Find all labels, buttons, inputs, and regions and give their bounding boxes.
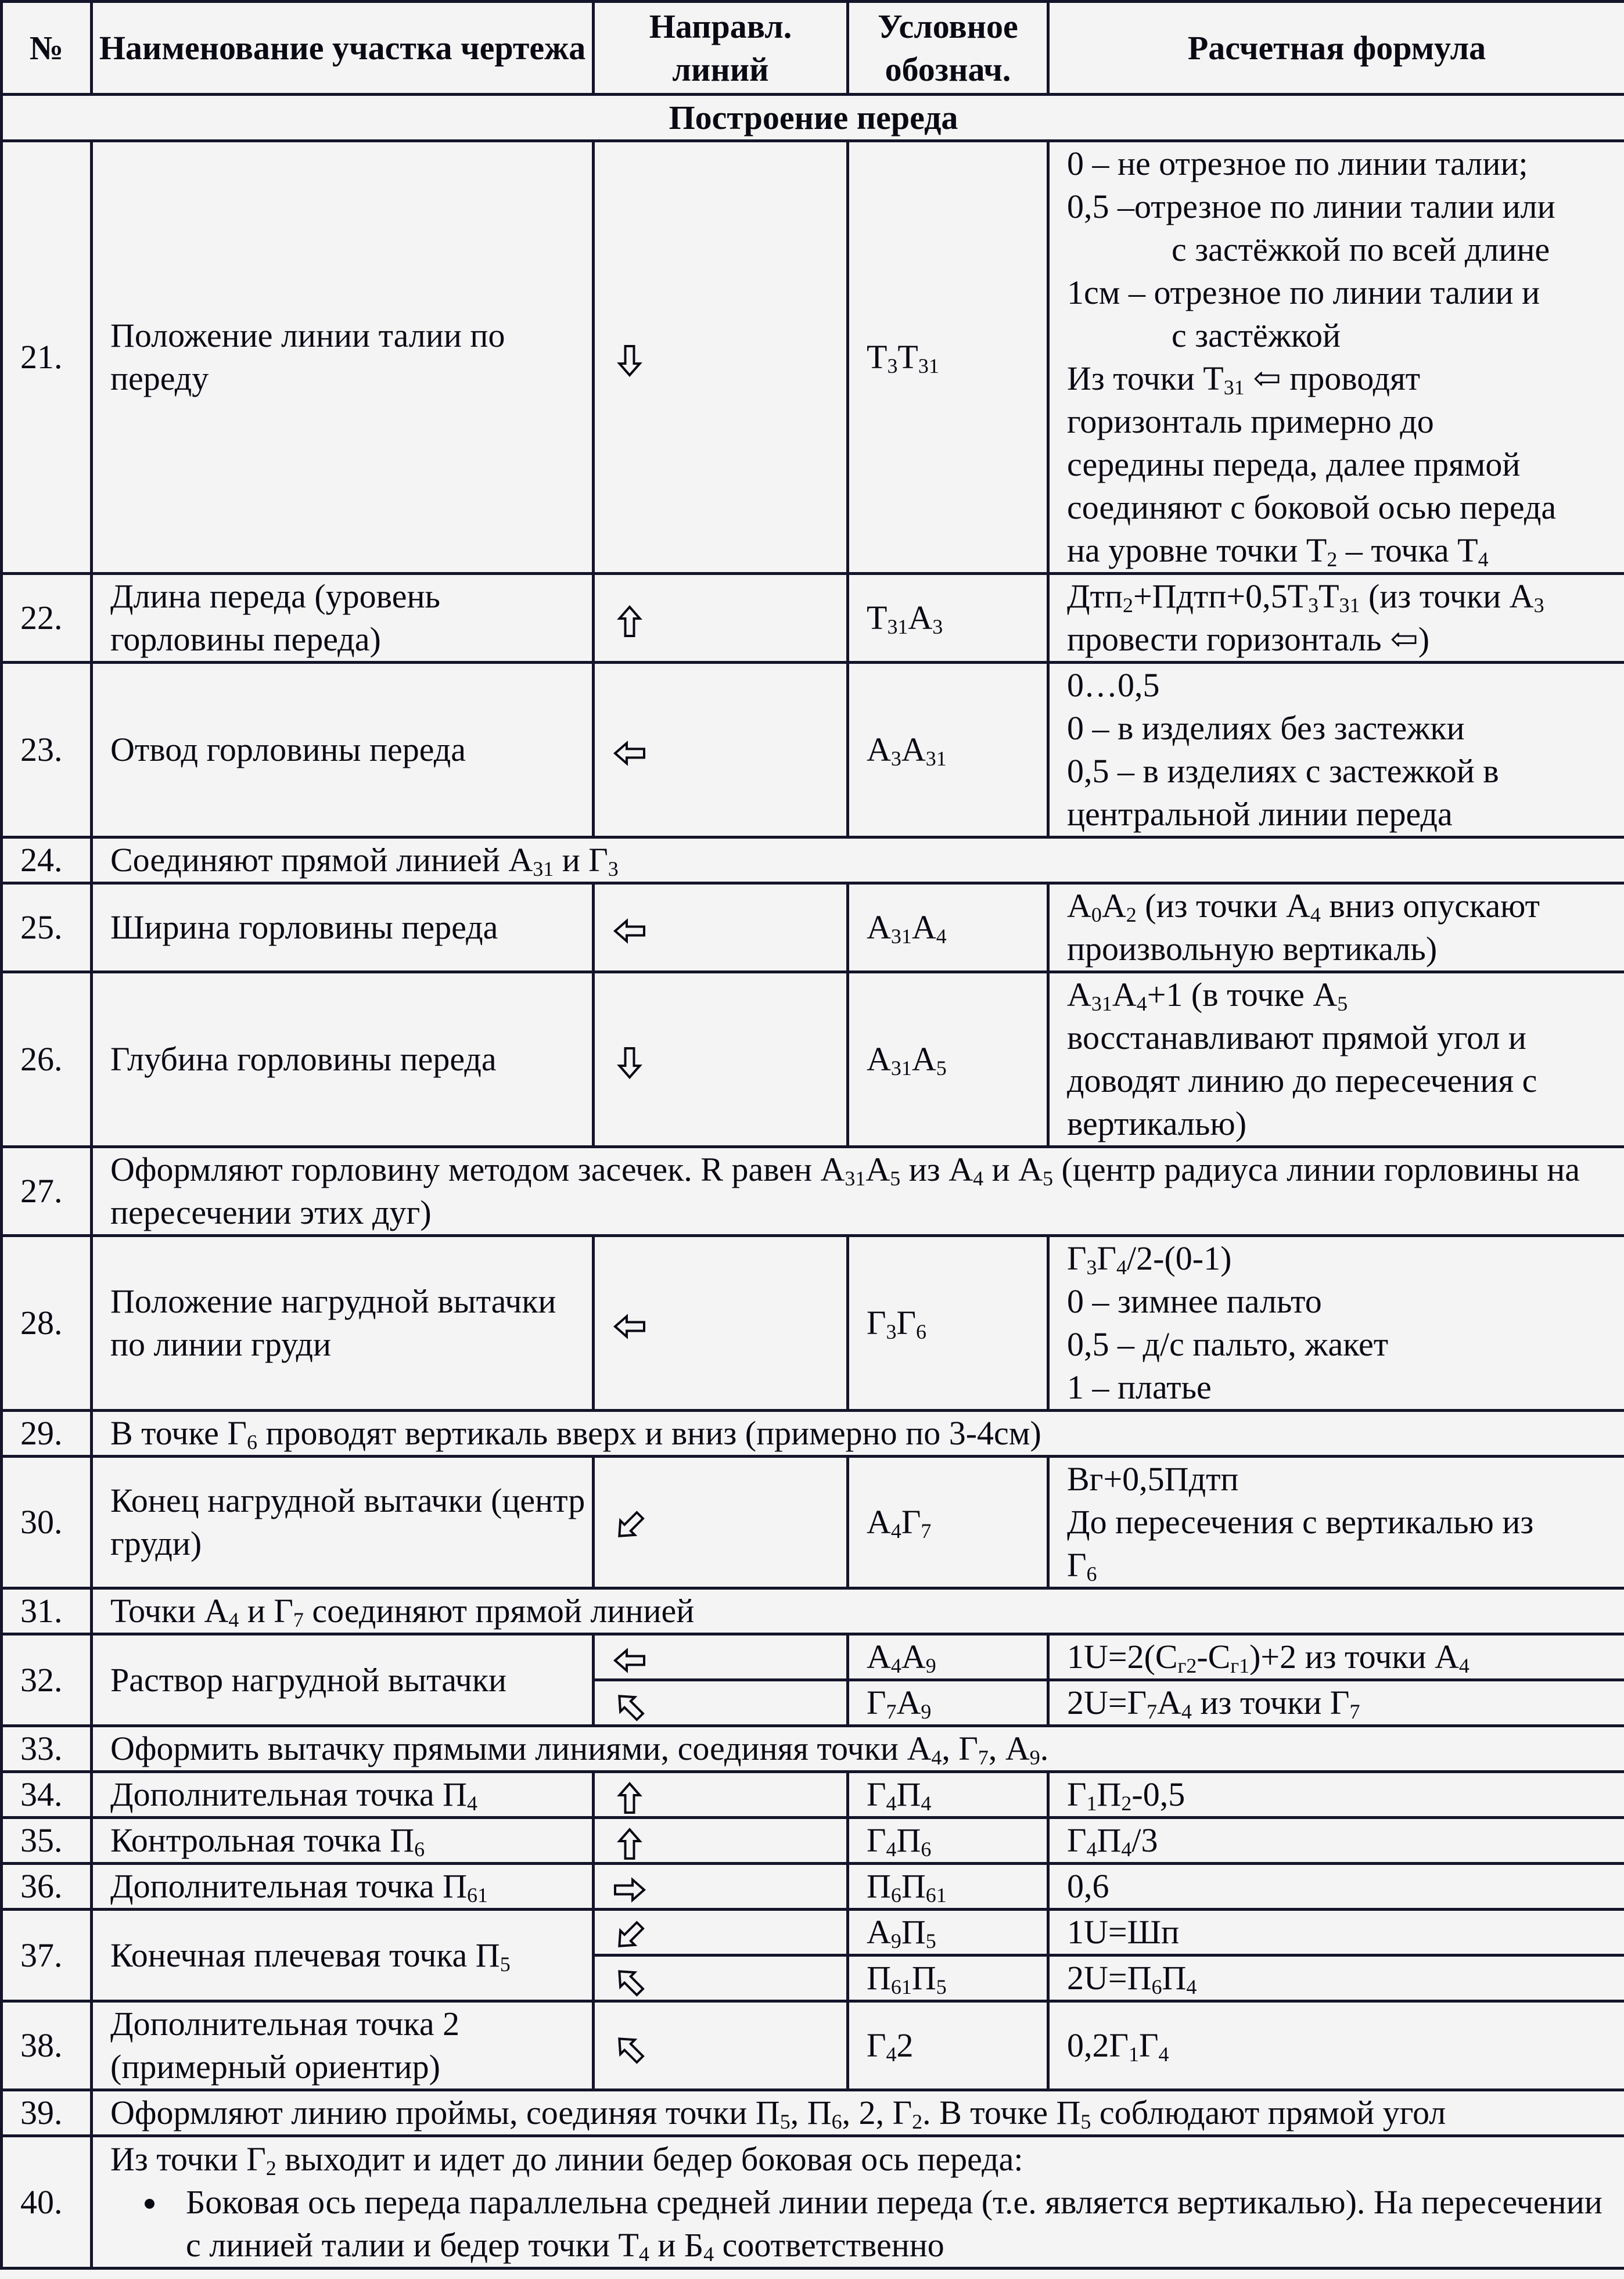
table-row	[2, 837, 1624, 883]
table-row	[2, 141, 1624, 574]
formula-line: 1 – платье	[1067, 1368, 1212, 1406]
section-row	[2, 95, 1624, 141]
row-number: 28.	[2, 1236, 92, 1411]
header-row	[2, 2, 1624, 95]
header-symbol: Условное обознач.	[848, 2, 1048, 95]
table-row	[2, 2090, 1624, 2136]
formula-line: восстанавливают прямой угол и	[1067, 1019, 1526, 1056]
formula-line: $А_{31}А_4+1$ (в точке $А_5$	[1067, 976, 1348, 1015]
formula-line: $Г_4П_4/3$	[1067, 1821, 1158, 1861]
formula-line: провести горизонталь ⇦)	[1067, 620, 1430, 658]
outlined-arrow-up-left-icon	[612, 2032, 647, 2066]
row-formula	[1048, 1864, 1624, 1910]
row-symbol: $Г_42$	[848, 2001, 1048, 2090]
row-formula	[1048, 972, 1624, 1147]
formula-line: вертикалью)	[1067, 1105, 1247, 1142]
outlined-arrow-up-icon	[612, 1827, 647, 1861]
row-formula	[1048, 141, 1624, 574]
merged-text: В точке $Г_6$ проводят вертикаль вверх и вниз (примерно по 3-4см)	[110, 1414, 1041, 1454]
row-direction	[594, 1910, 848, 1956]
row-symbol: $Г_7А_9$	[848, 1680, 1048, 1726]
row-number: 34.	[2, 1772, 92, 1818]
merged-text: Соединяют прямой линией $А_{31}$ и $Г_3$	[110, 841, 619, 880]
formula-line: $0,2Г_1Г_4$	[1067, 2026, 1169, 2066]
row-name: Отвод горловины переда	[92, 663, 594, 837]
row-symbol: $А_4Г_7$	[848, 1457, 1048, 1588]
row-direction	[594, 1818, 848, 1864]
outlined-arrow-up-left-icon	[612, 1689, 647, 1724]
row-symbol: $А_{31}А_5$	[848, 972, 1048, 1147]
table-row	[2, 1236, 1624, 1411]
row-number: 32.	[2, 1634, 92, 1726]
formula-line: Вг+0,5Пдтп	[1067, 1460, 1239, 1498]
table-row	[2, 1411, 1624, 1457]
header-formula: Расчетная формула	[1048, 2, 1624, 95]
outlined-arrow-left-icon	[612, 736, 647, 771]
row-direction	[594, 1864, 848, 1910]
row-direction	[594, 1236, 848, 1411]
row-name: Длина переда (уровень горловины переда)	[92, 574, 594, 663]
row-merged-text	[92, 2136, 1624, 2269]
formula-line: $А_0А_2$ (из точки $А_4$ вниз опускают	[1067, 887, 1540, 926]
outlined-arrow-down-left-icon	[612, 1508, 647, 1543]
formula-line: 0,5 –отрезное по линии талии или	[1067, 188, 1555, 225]
table-row	[2, 883, 1624, 972]
row-number: 40.	[2, 2136, 92, 2269]
row-number: 27.	[2, 1147, 92, 1236]
formula-line: 0,5 – д/с пальто, жакет	[1067, 1325, 1389, 1363]
header-name: Наименование участка чертежа	[92, 2, 594, 95]
row-formula: $1U=2(С_{г2}-С_{г1})+2$ из точки $А_4$	[1048, 1634, 1624, 1680]
row-symbol: $А_{31}А_4$	[848, 883, 1048, 972]
row-formula	[1048, 883, 1624, 972]
row-number: 36.	[2, 1864, 92, 1910]
table-row	[2, 574, 1624, 663]
row-number: 22.	[2, 574, 92, 663]
row-number: 33.	[2, 1726, 92, 1772]
row-number: 29.	[2, 1411, 92, 1457]
formula-line: на уровне точки $Т_2$ – точка $Т_4$	[1067, 531, 1489, 571]
table-row	[2, 2136, 1624, 2269]
row-number: 35.	[2, 1818, 92, 1864]
formula-line: 0,5 – в изделиях с застежкой в	[1067, 752, 1499, 790]
row-direction	[594, 1457, 848, 1588]
table-row	[2, 1726, 1624, 1772]
row-symbol: $П_6П_{61}$	[848, 1864, 1048, 1910]
row-name: Дополнительная точка 2 (примерный ориентир)	[92, 2001, 594, 2090]
row-direction	[594, 141, 848, 574]
row-direction	[594, 663, 848, 837]
row-merged-text	[92, 2090, 1624, 2136]
row-merged-text	[92, 1411, 1624, 1457]
row-merged-text	[92, 1726, 1624, 1772]
row-formula	[1048, 1457, 1624, 1588]
outlined-arrow-down-icon	[612, 1045, 647, 1080]
row-merged-text	[92, 1588, 1624, 1634]
formula-line: середины переда, далее прямой	[1067, 445, 1521, 483]
table-row	[2, 663, 1624, 837]
row-number: 21.	[2, 141, 92, 574]
row-symbol: $Г_4П_6$	[848, 1818, 1048, 1864]
outlined-arrow-up-icon	[612, 1781, 647, 1816]
row-direction	[594, 574, 848, 663]
formula-line: Из точки $Т_{31}$ ⇦ проводят	[1067, 360, 1421, 399]
row-number: 26.	[2, 972, 92, 1147]
merged-text: Оформляют горловину методом засечек. R равен $А_{31}А_5$ из $А_4$ и $А_5$ (центр радиуса линии горловины на пересечении этих дуг)	[110, 1151, 1580, 1231]
row-name: Дополнительная точка $П_{61}$	[92, 1864, 594, 1910]
formula-line: 0 – в изделиях без застежки	[1067, 709, 1465, 747]
formula-line: произвольную вертикаль)	[1067, 930, 1438, 968]
row-number: 39.	[2, 2090, 92, 2136]
formula-line: доводят линию до пересечения с	[1067, 1062, 1537, 1099]
row-merged-text	[92, 837, 1624, 883]
row-formula: $2U=П_6П_4$	[1048, 1956, 1624, 2001]
merged-text: Оформить вытачку прямыми линиями, соединяя точки $А_4$, $Г_7$, $А_9$.	[110, 1730, 1049, 1769]
row-symbol: $А_9П_5$	[848, 1910, 1048, 1956]
row-number: 24.	[2, 837, 92, 883]
header-num: №	[2, 2, 92, 95]
row-symbol: $П_{61}П_5$	[848, 1956, 1048, 2001]
row-name: Положение линии талии по переду	[92, 141, 594, 574]
row-symbol: $Г_3Г_6$	[848, 1236, 1048, 1411]
row-name: Дополнительная точка $П_4$	[92, 1772, 594, 1818]
row-formula	[1048, 663, 1624, 837]
outlined-arrow-down-left-icon	[612, 1918, 647, 1953]
row-direction	[594, 883, 848, 972]
row-direction	[594, 1634, 848, 1680]
merged-text: Из точки $Г_2$ выходит и идет до линии бедер боковая ось переда:	[110, 2140, 1023, 2180]
row-symbol: $Т_3Т_{31}$	[848, 141, 1048, 574]
row-number: 25.	[2, 883, 92, 972]
row-formula	[1048, 574, 1624, 663]
formula-line: 0…0,5	[1067, 666, 1160, 704]
table-row	[2, 1772, 1624, 1818]
formula-line: с застёжкой по всей длине	[1172, 231, 1550, 268]
row-direction	[594, 2001, 848, 2090]
row-merged-text	[92, 1147, 1624, 1236]
outlined-arrow-left-icon	[612, 1309, 647, 1344]
table-row	[2, 1634, 1624, 1680]
row-number: 31.	[2, 1588, 92, 1634]
row-formula: 1U=Шп	[1048, 1910, 1624, 1956]
merged-text: Точки $А_4$ и $Г_7$ соединяют прямой линией	[110, 1592, 695, 1631]
formula-line: горизонталь примерно до	[1067, 402, 1434, 440]
section-title: Построение переда	[2, 95, 1624, 141]
formula-line: $Г_3Г_4/2-(0-1)$	[1067, 1239, 1232, 1279]
outlined-arrow-left-icon	[612, 1643, 647, 1678]
merged-text: Оформляют линию проймы, соединяя точки $П_5$, $П_6$, 2, $Г_2$. В точке $П_5$ соблюдают прямой угол	[110, 2094, 1446, 2133]
bullet-list	[110, 2181, 1624, 2267]
formula-line: 0 – зимнее пальто	[1067, 1282, 1322, 1320]
row-formula	[1048, 1818, 1624, 1864]
table-row	[2, 1864, 1624, 1910]
formula-line: 1см – отрезное по линии талии и	[1067, 274, 1540, 311]
row-direction	[594, 1772, 848, 1818]
row-symbol: $А_4А_9$	[848, 1634, 1048, 1680]
formula-line: 0 – не отрезное по линии талии;	[1067, 145, 1528, 182]
outlined-arrow-up-left-icon	[612, 1964, 647, 1999]
outlined-arrow-down-icon	[612, 343, 647, 378]
row-name: Раствор нагрудной вытачки	[92, 1634, 594, 1726]
formula-line: До пересечения с вертикалью из	[1067, 1503, 1534, 1541]
formula-line: $Г_1П_2-0,5$	[1067, 1775, 1185, 1815]
outlined-arrow-left-icon	[612, 914, 647, 948]
formula-line: $Дтп_2+Пдтп+0,5Т_3Т_{31}$ (из точки $А_3$	[1067, 577, 1544, 617]
row-formula	[1048, 2001, 1624, 2090]
row-symbol: $Г_4П_4$	[848, 1772, 1048, 1818]
table-row	[2, 1147, 1624, 1236]
outlined-arrow-right-icon	[612, 1872, 647, 1907]
table-row	[2, 1910, 1624, 1956]
row-symbol: $Т_{31}А_3$	[848, 574, 1048, 663]
formula-line: с застёжкой	[1172, 317, 1341, 354]
table-row	[2, 1457, 1624, 1588]
row-number: 38.	[2, 2001, 92, 2090]
formula-line: 0,6	[1067, 1867, 1109, 1905]
table-row	[2, 1588, 1624, 1634]
row-number: 30.	[2, 1457, 92, 1588]
row-formula: $2U=Г_7А_4$ из точки $Г_7$	[1048, 1680, 1624, 1726]
table-row	[2, 2001, 1624, 2090]
row-direction	[594, 972, 848, 1147]
table-row	[2, 972, 1624, 1147]
formula-line: $Г_6$	[1067, 1546, 1097, 1586]
row-formula	[1048, 1236, 1624, 1411]
formula-line: центральной линии переда	[1067, 795, 1453, 833]
header-direction: Направл. линий	[594, 2, 848, 95]
formula-line: соединяют с боковой осью переда	[1067, 488, 1557, 526]
table-row	[2, 1818, 1624, 1864]
row-name: Глубина горловины переда	[92, 972, 594, 1147]
row-name: Положение нагрудной вытачки по линии груди	[92, 1236, 594, 1411]
outlined-arrow-up-icon	[612, 604, 647, 639]
row-number: 37.	[2, 1910, 92, 2001]
row-name: Ширина горловины переда	[92, 883, 594, 972]
row-number: 23.	[2, 663, 92, 837]
row-direction	[594, 1956, 848, 2001]
row-name: Контрольная точка $П_6$	[92, 1818, 594, 1864]
bullet-item: • Боковая ось переда параллельна средней линии переда (т.е. является вертикалью). На пересечении с линией талии и бедер точки $Т_4$ и $Б_4$ соответственно	[168, 2181, 1624, 2267]
row-formula	[1048, 1772, 1624, 1818]
row-name: Конец нагрудной вытачки (центр груди)	[92, 1457, 594, 1588]
row-direction	[594, 1680, 848, 1726]
table-body	[2, 95, 1624, 2269]
row-symbol: $А_3А_{31}$	[848, 663, 1048, 837]
row-name: Конечная плечевая точка $П_5$	[92, 1910, 594, 2001]
